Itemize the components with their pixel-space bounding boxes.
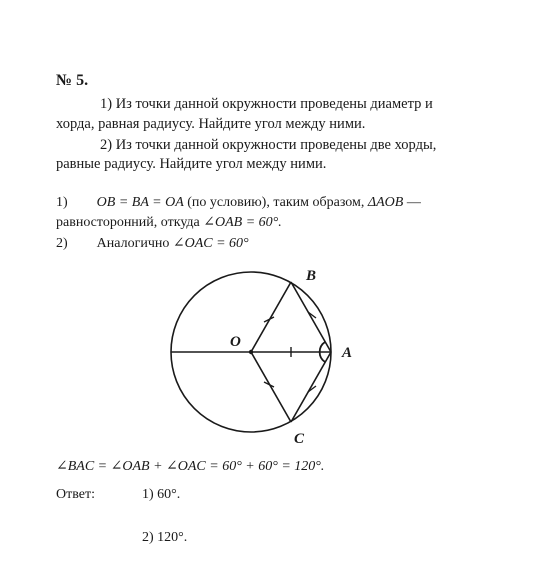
solution-item1-dash: — xyxy=(406,195,421,210)
segment-OC xyxy=(251,352,291,422)
solution-item2-number: 2) xyxy=(56,236,68,251)
solution-item1-triangle: ΔAOB xyxy=(367,195,404,210)
answer-1: 1) 60°. xyxy=(142,487,181,502)
solution-item1-angle: ∠OAB = 60°. xyxy=(203,215,282,230)
task1-line2: хорда, равная радиусу. Найдите угол между ними. xyxy=(56,116,366,132)
solution-total: ∠BAC = ∠OAB + ∠OAC = 60° + 60° = 120°. xyxy=(56,459,325,474)
task2-line1: 2) Из точки данной окружности проведены две хорды, xyxy=(100,137,437,153)
center-point-O xyxy=(249,350,253,354)
solution-item2-text: Аналогично xyxy=(96,236,170,251)
solution-item1-line1 xyxy=(56,193,421,213)
chord-BA xyxy=(291,282,331,352)
geometry-diagram xyxy=(160,262,360,452)
label-A: A xyxy=(342,345,353,361)
label-C: C xyxy=(294,431,305,447)
solution-item1-number: 1) xyxy=(56,195,68,210)
task2-line2: равные радиусу. Найдите угол между ними. xyxy=(56,156,327,172)
answer-2: 2) 120°. xyxy=(142,530,188,545)
solution-item2 xyxy=(56,234,249,254)
solution-item1-line2-text: равносторонний, откуда xyxy=(56,215,200,230)
label-B: B xyxy=(306,268,317,284)
chord-CA xyxy=(291,352,331,422)
solution-item2-angle: ∠OAC = 60° xyxy=(172,236,249,251)
task1-line1: 1) Из точки данной окружности проведены диаметр и xyxy=(100,96,433,112)
solution-item1-text: (по условию), таким образом, xyxy=(187,195,365,210)
solution-item1-line2 xyxy=(56,213,282,233)
label-O: O xyxy=(230,334,241,350)
problem-number: № 5. xyxy=(56,72,89,89)
solution-item1-equality: OB = BA = OA xyxy=(96,195,184,210)
answer-label: Ответ: xyxy=(56,487,95,502)
segment-OB xyxy=(251,282,291,352)
